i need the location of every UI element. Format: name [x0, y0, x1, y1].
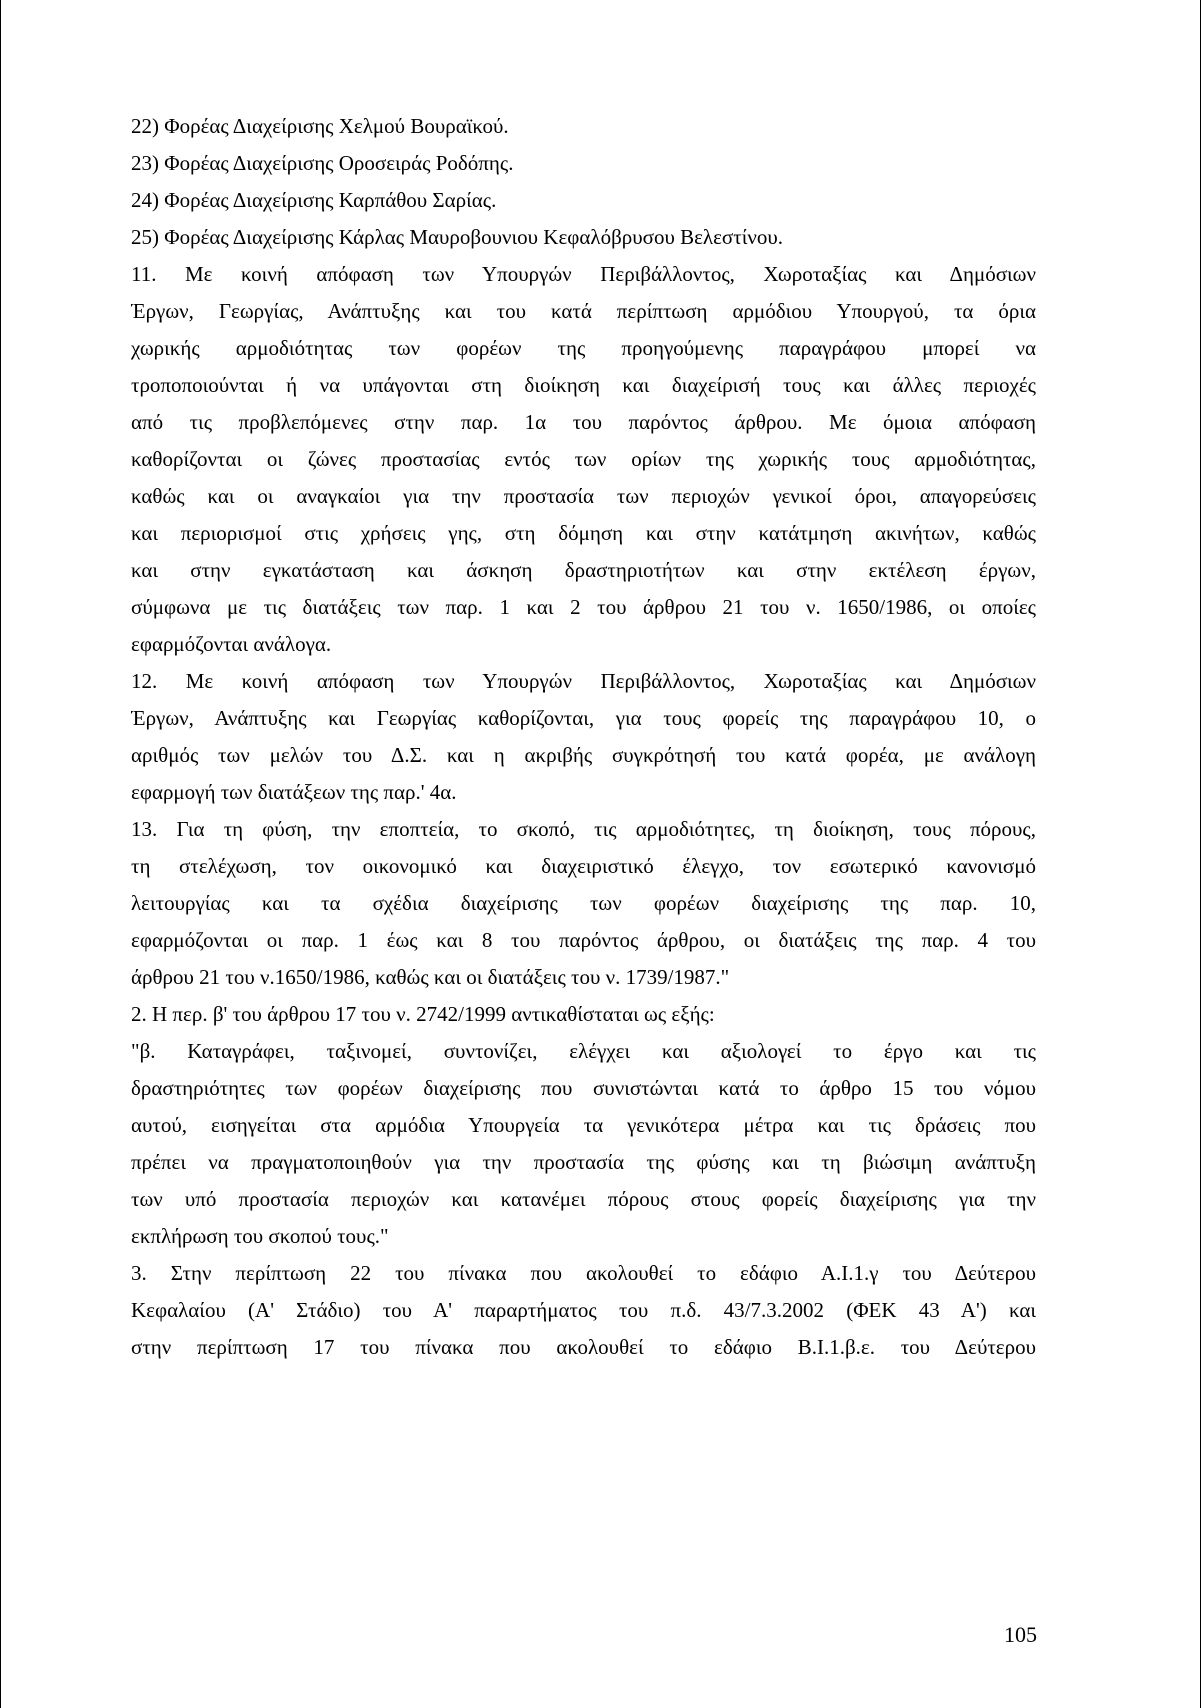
text-line: 3. Στην περίπτωση 22 του πίνακα που ακολουθεί το εδάφιο Α.Ι.1.γ του Δεύτερου — [131, 1261, 1036, 1285]
text-line: τη στελέχωση, τον οικονομικό και διαχειριστικό έλεγχο, τον εσωτερικό κανονισμό — [131, 854, 1036, 878]
text-line: Έργων, Ανάπτυξης και Γεωργίας καθορίζονται, για τους φορείς της παραγράφου 10, ο — [131, 706, 1036, 730]
text-line: εφαρμόζονται ανάλογα. — [131, 632, 332, 656]
text-line: στην περίπτωση 17 του πίνακα που ακολουθεί το εδάφιο Β.Ι.1.β.ε. του Δεύτερου — [131, 1335, 1036, 1359]
text-line: άρθρου 21 του ν.1650/1986, καθώς και οι διατάξεις του ν. 1739/1987." — [131, 965, 730, 989]
text-line: και περιορισμοί στις χρήσεις γης, στη δόμηση και στην κατάτμηση ακινήτων, καθώς — [131, 521, 1036, 545]
text-line: χωρικής αρμοδιότητας των φορέων της προηγούμενης παραγράφου μπορεί να — [131, 336, 1036, 360]
text-line: καθορίζονται οι ζώνες προστασίας εντός των ορίων της χωρικής τους αρμοδιότητας, — [131, 447, 1036, 471]
text-line: 23) Φορέας Διαχείρισης Οροσειράς Ροδόπης. — [131, 151, 514, 175]
text-line: από τις προβλεπόμενες στην παρ. 1α του παρόντος άρθρου. Με όμοια απόφαση — [131, 410, 1036, 434]
text-line: εφαρμόζονται οι παρ. 1 έως και 8 του παρόντος άρθρου, οι διατάξεις της παρ. 4 του — [131, 928, 1036, 952]
text-line: εφαρμογή των διατάξεων της παρ.' 4α. — [131, 780, 457, 804]
document-body — [131, 108, 1036, 1366]
text-line: 22) Φορέας Διαχείρισης Χελμού Βουραϊκού. — [131, 114, 509, 138]
text-line: σύμφωνα με τις διατάξεις των παρ. 1 και 2 του άρθρου 21 του ν. 1650/1986, οι οποίες — [131, 595, 1036, 619]
text-line: αυτού, εισηγείται στα αρμόδια Υπουργεία τα γενικότερα μέτρα και τις δράσεις που — [131, 1113, 1036, 1137]
text-line: "β. Καταγράφει, ταξινομεί, συντονίζει, ελέγχει και αξιολογεί το έργο και τις — [131, 1039, 1036, 1063]
text-line: 13. Για τη φύση, την εποπτεία, το σκοπό, τις αρμοδιότητες, τη διοίκηση, τους πόρους, — [131, 817, 1036, 841]
page-number: 105 — [1004, 1622, 1037, 1647]
text-line: καθώς και οι αναγκαίοι για την προστασία των περιοχών γενικοί όροι, απαγορεύσεις — [131, 484, 1036, 508]
text-line: αριθμός των μελών του Δ.Σ. και η ακριβής συγκρότησή του κατά φορέα, με ανάλογη — [131, 743, 1036, 767]
text-line: 12. Με κοινή απόφαση των Υπουργών Περιβάλλοντος, Χωροταξίας και Δημόσιων — [131, 669, 1036, 693]
text-line: εκπλήρωση του σκοπού τους." — [131, 1224, 389, 1248]
text-line: και στην εγκατάσταση και άσκηση δραστηριοτήτων και στην εκτέλεση έργων, — [131, 558, 1036, 582]
text-line: Έργων, Γεωργίας, Ανάπτυξης και του κατά περίπτωση αρμόδιου Υπουργού, τα όρια — [131, 299, 1036, 323]
text-line: 24) Φορέας Διαχείρισης Καρπάθου Σαρίας. — [131, 188, 497, 212]
text-line: 11. Με κοινή απόφαση των Υπουργών Περιβάλλοντος, Χωροταξίας και Δημόσιων — [131, 262, 1036, 286]
text-line: πρέπει να πραγματοποιηθούν για την προστασία της φύσης και τη βιώσιμη ανάπτυξη — [131, 1150, 1036, 1174]
text-line: 2. Η περ. β' του άρθρου 17 του ν. 2742/1999 αντικαθίσταται ως εξής: — [131, 1002, 715, 1026]
text-line: λειτουργίας και τα σχέδια διαχείρισης των φορέων διαχείρισης της παρ. 10, — [131, 891, 1036, 915]
text-line: δραστηριότητες των φορέων διαχείρισης που συνιστώνται κατά το άρθρο 15 του νόμου — [131, 1076, 1036, 1100]
text-line: 25) Φορέας Διαχείρισης Κάρλας Μαυροβουνιου Κεφαλόβρυσου Βελεστίνου. — [131, 225, 783, 249]
text-line: τροποποιούνται ή να υπάγονται στη διοίκηση και διαχείρισή τους και άλλες περιοχές — [131, 373, 1036, 397]
text-line: των υπό προστασία περιοχών και κατανέμει πόρους στους φορείς διαχείρισης για την — [131, 1187, 1036, 1211]
text-line: Κεφαλαίου (Α' Στάδιο) του Α' παραρτήματος του π.δ. 43/7.3.2002 (ΦΕΚ 43 Α') και — [131, 1298, 1036, 1322]
